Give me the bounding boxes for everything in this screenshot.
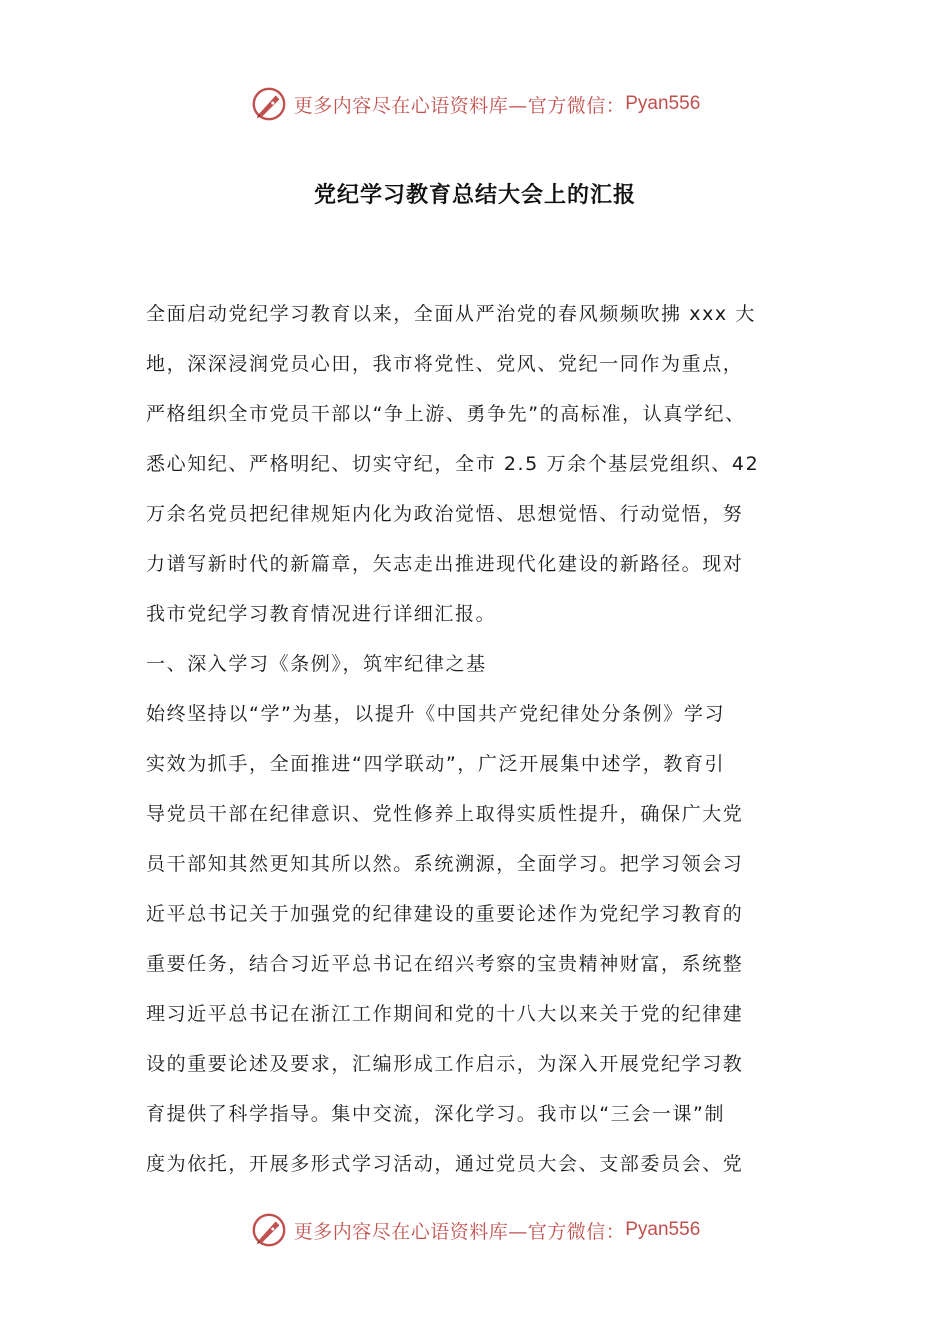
watermark-handle: Pyan556 (625, 1219, 701, 1240)
watermark-text: 更多内容尽在心语资料库—官方微信： (293, 1220, 626, 1243)
document-body (146, 289, 806, 1189)
section-heading: 一、深入学习《条例》，筑牢纪律之基 (146, 653, 487, 675)
text-line: 实效为抓手，全面推进“四学联动”，广泛开展集中述学，教育引 (146, 753, 726, 775)
pen-logo-icon (250, 85, 288, 123)
text-line: 重要任务，结合习近平总书记在绍兴考察的宝贵精神财富，系统整 (146, 953, 744, 975)
text-line: 度为依托，开展多形式学习活动，通过党员大会、支部委员会、党 (146, 1153, 744, 1175)
text-line: 地，深深浸润党员心田，我市将党性、党风、党纪一同作为重点， (146, 353, 744, 375)
text-line: 全面启动党纪学习教育以来，全面从严治党的春风频频吹拂 xxx 大 (146, 303, 757, 325)
text-line: 严格组织全市党员干部以“争上游、勇争先”的高标准，认真学纪、 (146, 403, 746, 425)
watermark-text: 更多内容尽在心语资料库—官方微信： (293, 94, 626, 117)
watermark-handle: Pyan556 (625, 93, 701, 114)
footer-watermark (0, 1208, 950, 1252)
text-line: 万余名党员把纪律规矩内化为政治觉悟、思想觉悟、行动觉悟，努 (146, 503, 744, 525)
text-line: 导党员干部在纪律意识、党性修养上取得实质性提升，确保广大党 (146, 803, 744, 825)
text-line: 员干部知其然更知其所以然。系统溯源，全面学习。把学习领会习 (146, 853, 744, 875)
text-line: 育提供了科学指导。集中交流，深化学习。我市以“三会一课”制 (146, 1103, 726, 1125)
header-watermark (0, 82, 950, 126)
text-line: 理习近平总书记在浙江工作期间和党的十八大以来关于党的纪律建 (146, 1003, 744, 1025)
text-line: 力谱写新时代的新篇章，矢志走出推进现代化建设的新路径。现对 (146, 553, 744, 575)
text-line: 设的重要论述及要求，汇编形成工作启示，为深入开展党纪学习教 (146, 1053, 744, 1075)
text-line: 我市党纪学习教育情况进行详细汇报。 (146, 603, 497, 625)
text-line: 始终坚持以“学”为基，以提升《中国共产党纪律处分条例》学习 (146, 703, 726, 725)
text-line: 近平总书记关于加强党的纪律建设的重要论述作为党纪学习教育的 (146, 903, 744, 925)
document-title: 党纪学习教育总结大会上的汇报 (313, 183, 636, 208)
pen-logo-icon (250, 1211, 288, 1249)
text-line: 悉心知纪、严格明纪、切实守纪，全市 2.5 万余个基层党组织、42 (146, 453, 760, 475)
